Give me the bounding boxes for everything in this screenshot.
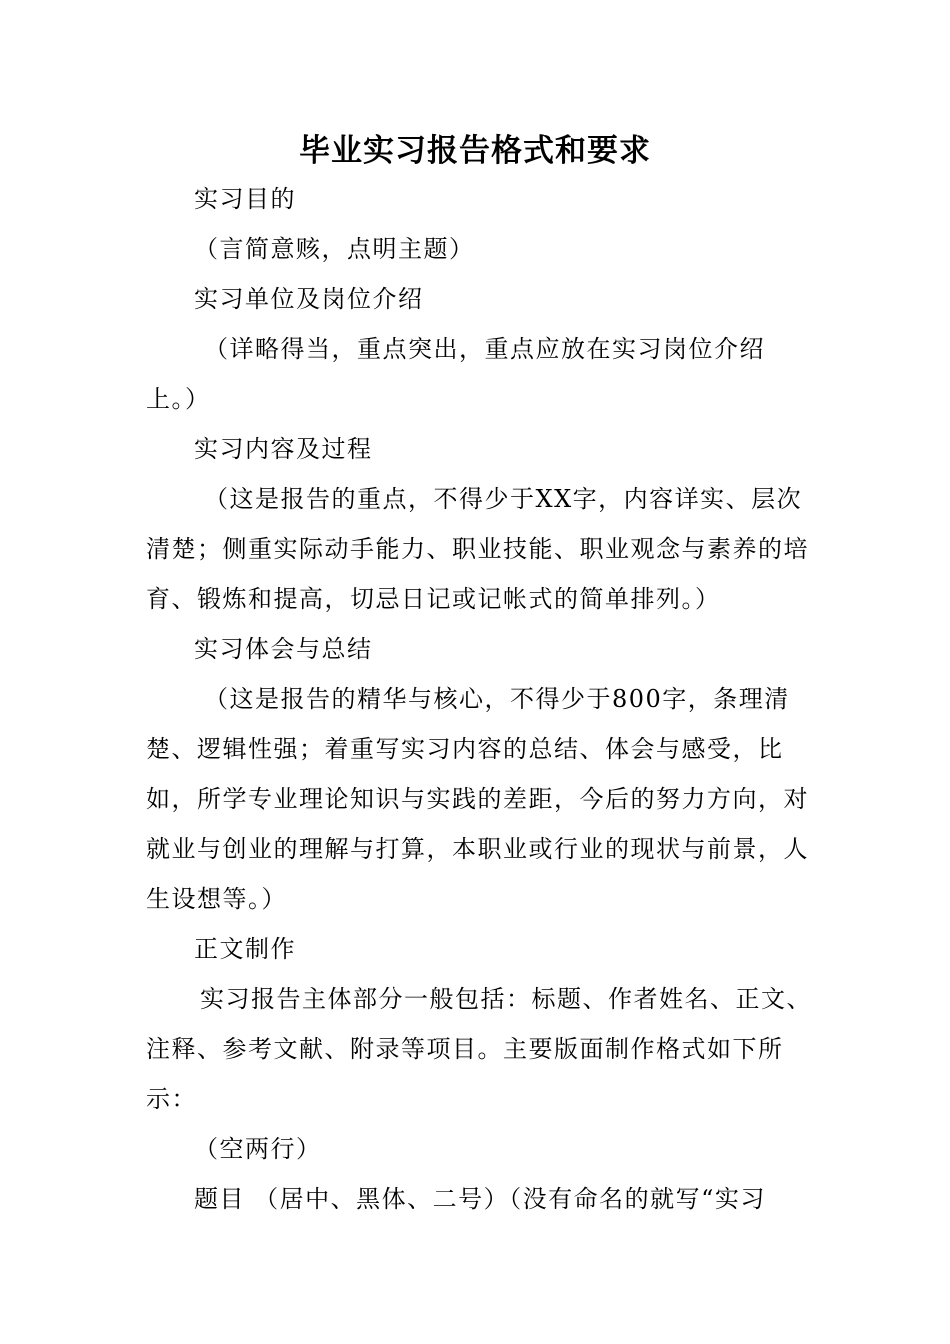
document-body <box>146 174 814 1224</box>
note-purpose: （言简意赅，点明主题） <box>194 235 475 263</box>
section-heading-content: 实习内容及过程 <box>194 435 373 463</box>
section-heading-summary: 实习体会与总结 <box>194 635 373 663</box>
blank-lines-note: （空两行） <box>194 1135 322 1163</box>
body-description: 实习报告主体部分一般包括：标题、作者姓名、正文、注释、参考文献、附录等项目。主要版面制作格式如下所示： <box>146 985 812 1113</box>
section-heading-unit: 实习单位及岗位介绍 <box>194 285 424 313</box>
document-title: 毕业实习报告格式和要求 <box>299 133 651 169</box>
title-format-note: 题目 （居中、黑体、二号）（没有命名的就写“实习 <box>194 1185 766 1213</box>
note-content: （这是报告的重点，不得少于XX字，内容详实、层次清楚；侧重实际动手能力、职业技能、职业观念与素养的培育、锻炼和提高，切忌日记或记帐式的简单排列。） <box>146 485 809 613</box>
note-unit: （详略得当，重点突出，重点应放在实习岗位介绍上。） <box>146 335 765 413</box>
note-summary: （这是报告的精华与核心，不得少于800字，条理清楚、逻辑性强；着重写实习内容的总结、体会与感受，比如，所学专业理论知识与实践的差距，今后的努力方向，对就业与创业的理解与打算，本职业或行业的现状与前景，人生设想等。） <box>146 685 809 913</box>
section-heading-purpose: 实习目的 <box>194 185 296 213</box>
section-heading-body: 正文制作 <box>194 935 296 963</box>
